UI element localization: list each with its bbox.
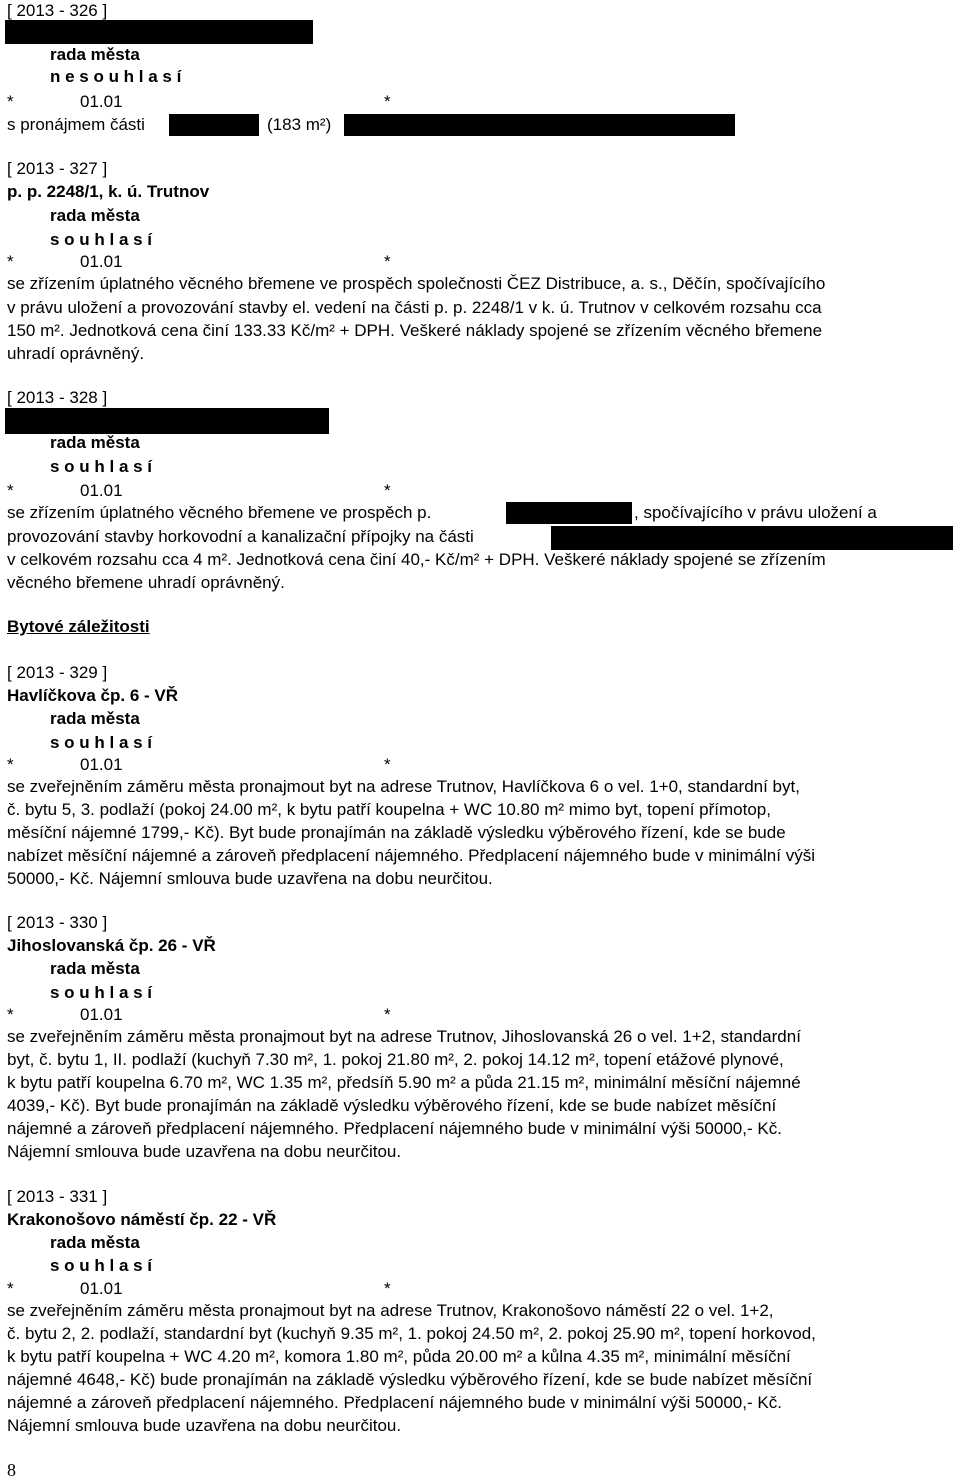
text-line-329: se zveřejněním záměru města pronajmout byt na adrese Trutnov, Havlíčkova 6 o vel. 1+0, standardní byt, [7, 777, 800, 796]
section-title: Bytové záležitosti [7, 617, 150, 636]
text-line-327: v právu uložení a provozování stavby el. vedení na části p. p. 2248/1 v k. ú. Trutnov v celkovém rozsahu cca [7, 298, 822, 317]
resolution-body-328: rada města [50, 433, 140, 452]
resolution-decision-328: s o u h l a s í [50, 457, 153, 476]
text-line-327: 150 m². Jednotková cena činí 133.33 Kč/m² + DPH. Veškeré náklady spojené se zřízením věcného břemene [7, 321, 823, 340]
text-line-330: k bytu patří koupelna 6.70 m², WC 1.35 m², předsíň 5.90 m² a půda 21.15 m², minimální měsíční nájemné [7, 1073, 801, 1092]
text-line-331: Nájemní smlouva bude uzavřena na dobu neurčitou. [7, 1416, 402, 1435]
text-line-331: č. bytu 2, 2. podlaží, standardní byt (kuchyň 9.35 m², 1. pokoj 24.50 m², 2. pokoj 25.90 m², topení horkovod, [7, 1324, 816, 1343]
star-left-329: * [7, 755, 14, 774]
redaction-block [344, 114, 735, 136]
redaction-block [169, 114, 259, 136]
text-328-b: , spočívajícího v právu uložení a [634, 503, 877, 522]
star-left-331: * [7, 1279, 14, 1298]
redaction-block [506, 502, 632, 524]
resolution-title-329: Havlíčkova čp. 6 - VŘ [7, 686, 179, 705]
resolution-title-327: p. p. 2248/1, k. ú. Trutnov [7, 182, 210, 201]
resolution-decision-330: s o u h l a s í [50, 983, 153, 1002]
text-line-329: měsíční nájemné 1799,- Kč). Byt bude pronajímán na základě výsledku výběrového řízení, kde se bude [7, 823, 786, 842]
resolution-id-331: [ 2013 - 331 ] [7, 1187, 108, 1206]
text-line-330: se zveřejněním záměru města pronajmout byt na adrese Trutnov, Jihoslovanská 26 o vel. 1+2, standardní [7, 1027, 801, 1046]
code-327: 01.01 [80, 252, 123, 271]
resolution-id-327: [ 2013 - 327 ] [7, 159, 108, 178]
text-line-330: nájemné a zároveň předplacení nájemného. Předplacení nájemného bude v minimální výši 50000,- Kč. [7, 1119, 782, 1138]
resolution-id-326: [ 2013 - 326 ] [7, 1, 108, 20]
star-right-326: * [384, 92, 391, 111]
text-328-d: v celkovém rozsahu cca 4 m². Jednotková cena činí 40,- Kč/m² + DPH. Veškeré náklady spojené se zřízením [7, 550, 826, 569]
resolution-body-329: rada města [50, 709, 140, 728]
text-line-329: 50000,- Kč. Nájemní smlouva bude uzavřena na dobu neurčitou. [7, 869, 493, 888]
text-line-330: Nájemní smlouva bude uzavřena na dobu neurčitou. [7, 1142, 402, 1161]
resolution-title-331: Krakonošovo náměstí čp. 22 - VŘ [7, 1210, 277, 1229]
text-line-331: se zveřejněním záměru města pronajmout byt na adrese Trutnov, Krakonošovo náměstí 22 o vel. 1+2, [7, 1301, 774, 1320]
text-328-c: provozování stavby horkovodní a kanalizační přípojky na části [7, 527, 474, 546]
resolution-body-326: rada města [50, 45, 140, 64]
star-left-327: * [7, 252, 14, 271]
resolution-body-330: rada města [50, 959, 140, 978]
redaction-block [551, 526, 953, 550]
resolution-decision-326: n e s o u h l a s í [50, 67, 182, 86]
code-328: 01.01 [80, 481, 123, 500]
text-line-329: č. bytu 5, 3. podlaží (pokoj 24.00 m², k bytu patří koupelna + WC 10.80 m² mimo byt, topení přímotop, [7, 800, 771, 819]
code-330: 01.01 [80, 1005, 123, 1024]
star-left-328: * [7, 481, 14, 500]
redaction-block [5, 20, 313, 44]
code-331: 01.01 [80, 1279, 123, 1298]
resolution-decision-329: s o u h l a s í [50, 733, 153, 752]
text-line-330: byt, č. bytu 1, II. podlaží (kuchyň 7.30 m², 1. pokoj 21.80 m², 2. pokoj 14.12 m², topení etážové plynové, [7, 1050, 784, 1069]
resolution-decision-327: s o u h l a s í [50, 230, 153, 249]
resolution-id-330: [ 2013 - 330 ] [7, 913, 108, 932]
resolution-body-327: rada města [50, 206, 140, 225]
star-right-331: * [384, 1279, 391, 1298]
resolution-body-331: rada města [50, 1233, 140, 1252]
text-line-329: nabízet měsíční nájemné a zároveň předplacení nájemného. Předplacení nájemného bude v minimální výši [7, 846, 815, 865]
text-326-b: (183 m²) [267, 115, 332, 134]
resolution-id-328: [ 2013 - 328 ] [7, 388, 108, 407]
star-right-330: * [384, 1005, 391, 1024]
page-number: 8 [7, 1460, 16, 1480]
text-line-331: nájemné a zároveň předplacení nájemného. Předplacení nájemného bude v minimální výši 50000,- Kč. [7, 1393, 782, 1412]
star-right-328: * [384, 481, 391, 500]
text-326-a: s pronájmem části [7, 115, 145, 134]
star-left-326: * [7, 92, 14, 111]
redaction-block [5, 408, 329, 434]
resolution-title-330: Jihoslovanská čp. 26 - VŘ [7, 936, 216, 955]
text-line-331: k bytu patří koupelna + WC 4.20 m², komora 1.80 m², půda 20.00 m² a kůlna 4.35 m², minimální měsíční [7, 1347, 791, 1366]
text-line-330: 4039,- Kč). Byt bude pronajímán na základě výsledku výběrového řízení, kde se bude nabízet měsíční [7, 1096, 777, 1115]
resolution-id-329: [ 2013 - 329 ] [7, 663, 108, 682]
star-right-327: * [384, 252, 391, 271]
code-329: 01.01 [80, 755, 123, 774]
star-left-330: * [7, 1005, 14, 1024]
text-328-e: věcného břemene uhradí oprávněný. [7, 573, 285, 592]
text-328-a: se zřízením úplatného věcného břemene ve prospěch p. [7, 503, 432, 522]
resolution-decision-331: s o u h l a s í [50, 1256, 153, 1275]
text-line-327: se zřízením úplatného věcného břemene ve prospěch společnosti ČEZ Distribuce, a. s., Děčín, spočívajícího [7, 274, 826, 293]
text-line-327: uhradí oprávněný. [7, 344, 145, 363]
code-326: 01.01 [80, 92, 123, 111]
star-right-329: * [384, 755, 391, 774]
text-line-331: nájemné 4648,- Kč) bude pronajímán na základě výsledku výběrového řízení, kde se bude nabízet měsíční [7, 1370, 813, 1389]
